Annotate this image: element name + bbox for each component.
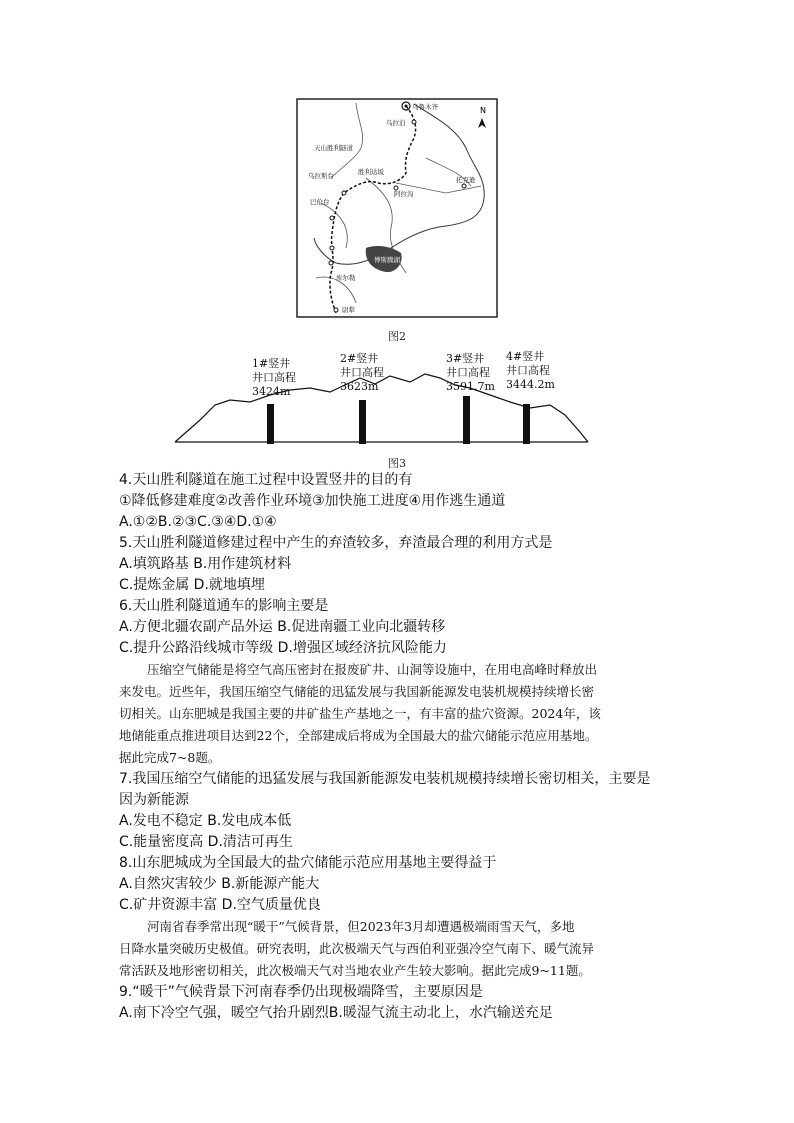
question-9: 9.“暖干”气候背景下河南春季仍出现极端降雪，主要原因是	[119, 984, 483, 1000]
question-8-options-ab: A.自然灾害较少 B.新能源产能大	[119, 876, 320, 892]
place-wulasitai: 乌拉斯台	[308, 172, 334, 180]
place-alagou: 阿拉沟	[394, 190, 414, 198]
passage-1-line-4: 地储能重点推进项目达到22个，全部建成后将成为全国最大的盐穴储能示范应用基地。	[119, 728, 598, 743]
question-4-options: A.①②B.②③C.③④D.①④	[119, 514, 277, 530]
place-korla: 库尔勒	[336, 274, 356, 282]
shaft-2-label: 2#竖井 井口高程 3623m	[340, 352, 384, 393]
shaft-1	[267, 404, 274, 444]
north-label: N	[480, 106, 486, 115]
question-8-options-cd: C.矿井资源丰富 D.空气质量优良	[119, 897, 321, 913]
shaft-3-label: 3#竖井 井口高程 3591.7m	[446, 352, 495, 393]
place-tunnel: 天山胜利隧道	[314, 144, 353, 152]
question-9-options-ab: A.南下冷空气强，暖空气抬升剧烈B.暖湿气流主动北上，水汽输送充足	[119, 1005, 553, 1021]
question-7-line-1: 7.我国压缩空气储能的迅猛发展与我国新能源发电装机规模持续增长密切相关，主要是	[119, 771, 651, 787]
place-yuli: 尉犁	[342, 306, 355, 314]
question-5-options-cd: C.提炼金属 D.就地填埋	[119, 577, 265, 593]
question-6-options-cd: C.提升公路沿线城市等级 D.增强区域经济抗风险能力	[119, 640, 447, 656]
question-6: 6.天山胜利隧道通车的影响主要是	[119, 598, 329, 614]
question-7-options-cd: C.能量密度高 D.清洁可再生	[119, 834, 293, 850]
passage-1-line-3: 切相关。山东肥城是我国主要的井矿盐生产基地之一，有丰富的盐穴资源。2024年，该	[119, 706, 601, 721]
place-urumqi: 乌鲁木齐	[412, 103, 438, 111]
place-toksun: 托克逊	[456, 176, 476, 184]
passage-2-line-3: 常活跃及地形密切相关，此次极端天气对当地农业产生较大影响。据此完成9~11题。	[119, 963, 591, 978]
place-bosten-lake: 博斯腾湖	[374, 256, 400, 264]
tianshan-map	[296, 98, 498, 318]
passage-2-line-1: 河南省春季常出现“暖干”气候背景，但2023年3月却遭遇极端雨雪天气，多地	[147, 919, 575, 934]
shaft-2	[359, 400, 366, 444]
question-8: 8.山东肥城成为全国最大的盐穴储能示范应用基地主要得益于	[119, 855, 497, 871]
question-5: 5.天山胜利隧道修建过程中产生的弃渣较多，弃渣最合理的利用方式是	[119, 535, 553, 551]
passage-2-line-2: 日降水量突破历史极值。研究表明，此次极端天气与西伯利亚强冷空气南下、暖气流异	[119, 941, 595, 956]
question-7-line-2: 因为新能源	[119, 792, 189, 808]
shaft-3	[463, 396, 470, 444]
question-content	[119, 470, 679, 1024]
figure3-caption: 图3	[388, 457, 406, 470]
place-wulabo: 乌拉泊	[386, 119, 406, 127]
question-5-options-ab: A.填筑路基 B.用作建筑材料	[119, 556, 292, 572]
place-shengli-daban: 胜利达坂	[358, 168, 384, 176]
shaft-4	[523, 404, 530, 444]
passage-1-line-1: 压缩空气储能是将空气高压密封在报废矿井、山洞等设施中，在用电高峰时释放出	[147, 662, 598, 677]
passage-1-line-5: 据此完成7~8题。	[119, 750, 221, 765]
question-6-options-ab: A.方便北疆农副产品外运 B.促进南疆工业向北疆转移	[119, 619, 446, 635]
passage-1-line-2: 来发电。近些年，我国压缩空气储能的迅猛发展与我国新能源发电装机规模持续增长密	[119, 684, 595, 699]
question-7-options-ab: A.发电不稳定 B.发电成本低	[119, 813, 292, 829]
shaft-1-label: 1#竖井 井口高程 3424m	[252, 357, 296, 398]
figure2-caption: 图2	[388, 330, 406, 343]
question-4-items: ①降低修建难度②改善作业环境③加快施工进度④用作逃生通道	[119, 493, 506, 509]
place-baluntai: 巴伦台	[310, 198, 330, 206]
question-4: 4.天山胜利隧道在施工过程中设置竖井的目的有	[119, 472, 413, 488]
shaft-4-label: 4#竖井 井口高程 3444.2m	[506, 350, 555, 391]
